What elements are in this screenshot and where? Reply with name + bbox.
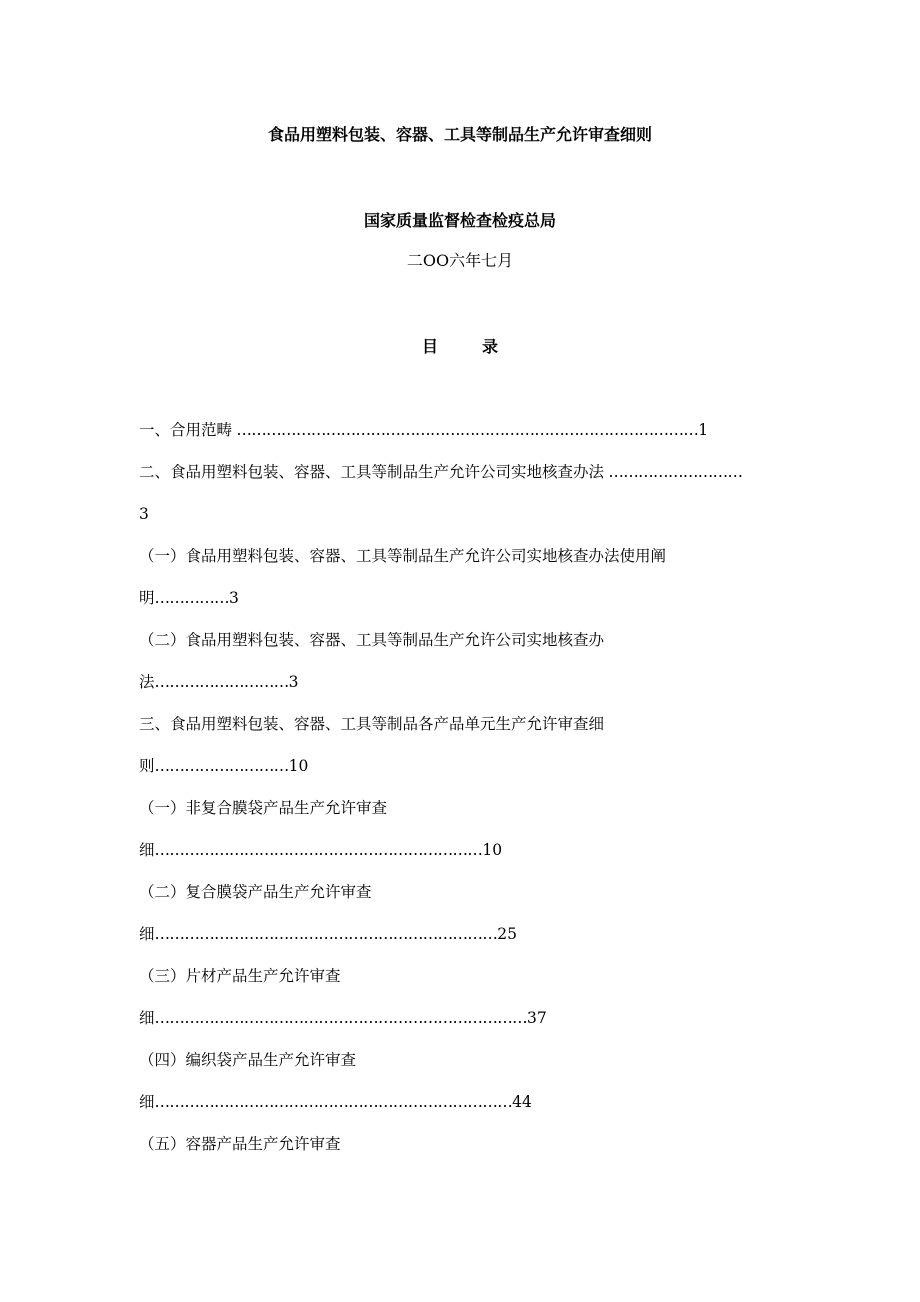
toc-entry-page: 3 [139, 505, 149, 523]
toc-entry[interactable] [139, 798, 387, 818]
toc-entry-leader: …………………………………………………………… [154, 925, 498, 943]
toc-entry[interactable] [139, 756, 308, 776]
toc-entry-page: 3 [288, 673, 299, 691]
toc-entry[interactable] [139, 924, 517, 944]
toc-entry-text: 三、食品用塑料包装、容器、工具等制品各产品单元生产允许审查细 [139, 715, 605, 733]
toc-entry-page: 10 [482, 841, 503, 859]
issuer: 国家质量监督检查检疫总局 [363, 211, 556, 230]
toc-entry[interactable] [139, 588, 239, 608]
toc-entry-leader: ……………………… [154, 673, 289, 691]
toc-entry-text: （二）复合膜袋产品生产允许审查 [139, 883, 372, 901]
toc-entry[interactable] [139, 840, 502, 860]
toc-entry-text: （五）容器产品生产允许审查 [139, 1135, 341, 1153]
toc-entry[interactable] [139, 1008, 547, 1028]
toc-entry-leader: ……………………… [604, 463, 743, 481]
toc-entry-leader: ………………………………………………………… [154, 841, 483, 859]
document-title: 食品用塑料包装、容器、工具等制品生产允许审查细则 [267, 125, 652, 144]
toc-entry[interactable] [139, 1050, 356, 1070]
toc-entry-text: 二、食品用塑料包装、容器、工具等制品生产允许公司实地核查办法 [139, 463, 605, 481]
toc-entry[interactable] [139, 714, 604, 734]
toc-entry-page: 3 [229, 589, 239, 607]
toc-entry-leader: ……………………… [154, 757, 289, 775]
toc-entry-text: 细 [139, 841, 155, 859]
toc-entry-text: （二）食品用塑料包装、容器、工具等制品生产允许公司实地核查办 [139, 631, 605, 649]
toc-entry-page: 25 [497, 925, 517, 943]
toc-entry-leader: ………………………………………………………………… [154, 1009, 528, 1027]
toc-entry[interactable] [139, 966, 341, 986]
toc-entry[interactable] [139, 1134, 341, 1154]
toc-entry-text: （一）食品用塑料包装、容器、工具等制品生产允许公司实地核查办法使用阐 [139, 547, 667, 565]
toc-entry[interactable] [139, 1092, 532, 1112]
toc-entry-text: 细 [139, 1009, 155, 1027]
toc-entry[interactable] [139, 882, 372, 902]
toc-entry-text: 则 [139, 757, 155, 775]
toc-entry-page: 10 [288, 757, 309, 775]
toc-entry-page: 44 [512, 1093, 532, 1111]
toc-entry-text: 细 [139, 925, 155, 943]
toc-entry-text: 细 [139, 1093, 155, 1111]
toc-entry[interactable] [139, 420, 708, 440]
toc-entry-text: （三）片材产品生产允许审查 [139, 967, 341, 985]
issue-date: 二OO六年七月 [406, 251, 514, 270]
toc-entry-page: 37 [527, 1009, 547, 1027]
toc-entry[interactable] [139, 462, 742, 482]
toc-entry-text: （四）编织袋产品生产允许审查 [139, 1051, 357, 1069]
toc-entry[interactable] [139, 672, 299, 692]
toc-entry-text: 一、合用范畴 [139, 421, 233, 439]
toc-heading: 目 录 [421, 337, 512, 356]
toc-entry[interactable] [139, 504, 149, 524]
toc-entry-page: 1 [698, 421, 709, 439]
toc-entry[interactable] [139, 546, 666, 566]
toc-entry[interactable] [139, 630, 604, 650]
toc-entry-leader: ………………………………………………………………………………… [232, 421, 699, 439]
toc-entry-leader: ……………………………………………………………… [154, 1093, 513, 1111]
toc-entry-text: （一）非复合膜袋产品生产允许审查 [139, 799, 388, 817]
toc-entry-leader: …………… [154, 589, 230, 607]
toc-entry-text: 明 [139, 589, 155, 607]
toc-entry-text: 法 [139, 673, 155, 691]
